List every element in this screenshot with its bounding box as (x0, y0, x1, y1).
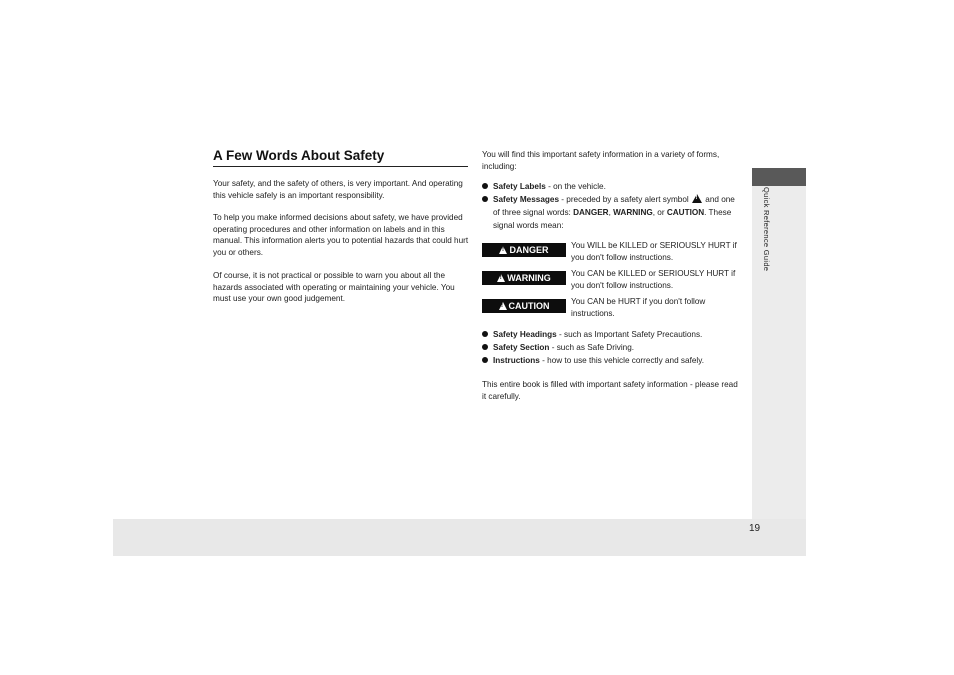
closing-paragraph: This entire book is filled with important safety information - please read it carefully. (482, 380, 738, 401)
footer-band (113, 519, 806, 556)
safety-alert-triangle-icon (692, 194, 702, 203)
intro-paragraph: You will find this important safety information in a variety of forms, including: (482, 150, 720, 171)
section-tab[interactable] (752, 168, 806, 186)
bullet-icon (482, 331, 488, 337)
left-paragraph-1: Your safety, and the safety of others, is very important. And operating this vehicle safely is an important responsibility. (213, 179, 463, 200)
page-number: 19 (749, 523, 761, 534)
safety-alert-triangle-icon (497, 274, 505, 282)
side-strip (752, 168, 806, 519)
signal-desc-danger: You WILL be KILLED or SERIOUSLY HURT if you don't follow instructions. (571, 241, 737, 262)
signal-label-danger: ! DANGER (482, 243, 566, 257)
page-title: A Few Words About Safety (213, 148, 468, 167)
signal-desc-caution: You CAN be HURT if you don't follow instructions. (571, 297, 706, 318)
signal-label-caution: ! CAUTION (482, 299, 566, 313)
bullet-icon (482, 357, 488, 363)
bullet-icon (482, 183, 488, 189)
left-paragraph-2: To help you make informed decisions about safety, we have provided operating procedures and other information on labels and in this manual. This information alerts you to potential hazards that could hurt you or others. (213, 213, 469, 257)
safety-alert-triangle-icon (499, 302, 507, 310)
section-tab-label[interactable]: Quick Reference Guide (762, 187, 771, 272)
bullet-icon (482, 344, 488, 350)
signal-desc-warning: You CAN be KILLED or SERIOUSLY HURT if you don't follow instructions. (571, 269, 736, 290)
safety-alert-triangle-icon (499, 246, 507, 254)
bullet-icon (482, 196, 488, 202)
left-paragraph-3: Of course, it is not practical or possible to warn you about all the hazards associated with operating or maintaining your vehicle. You must use your own good judgement. (213, 271, 455, 303)
signal-label-warning: ! WARNING (482, 271, 566, 285)
